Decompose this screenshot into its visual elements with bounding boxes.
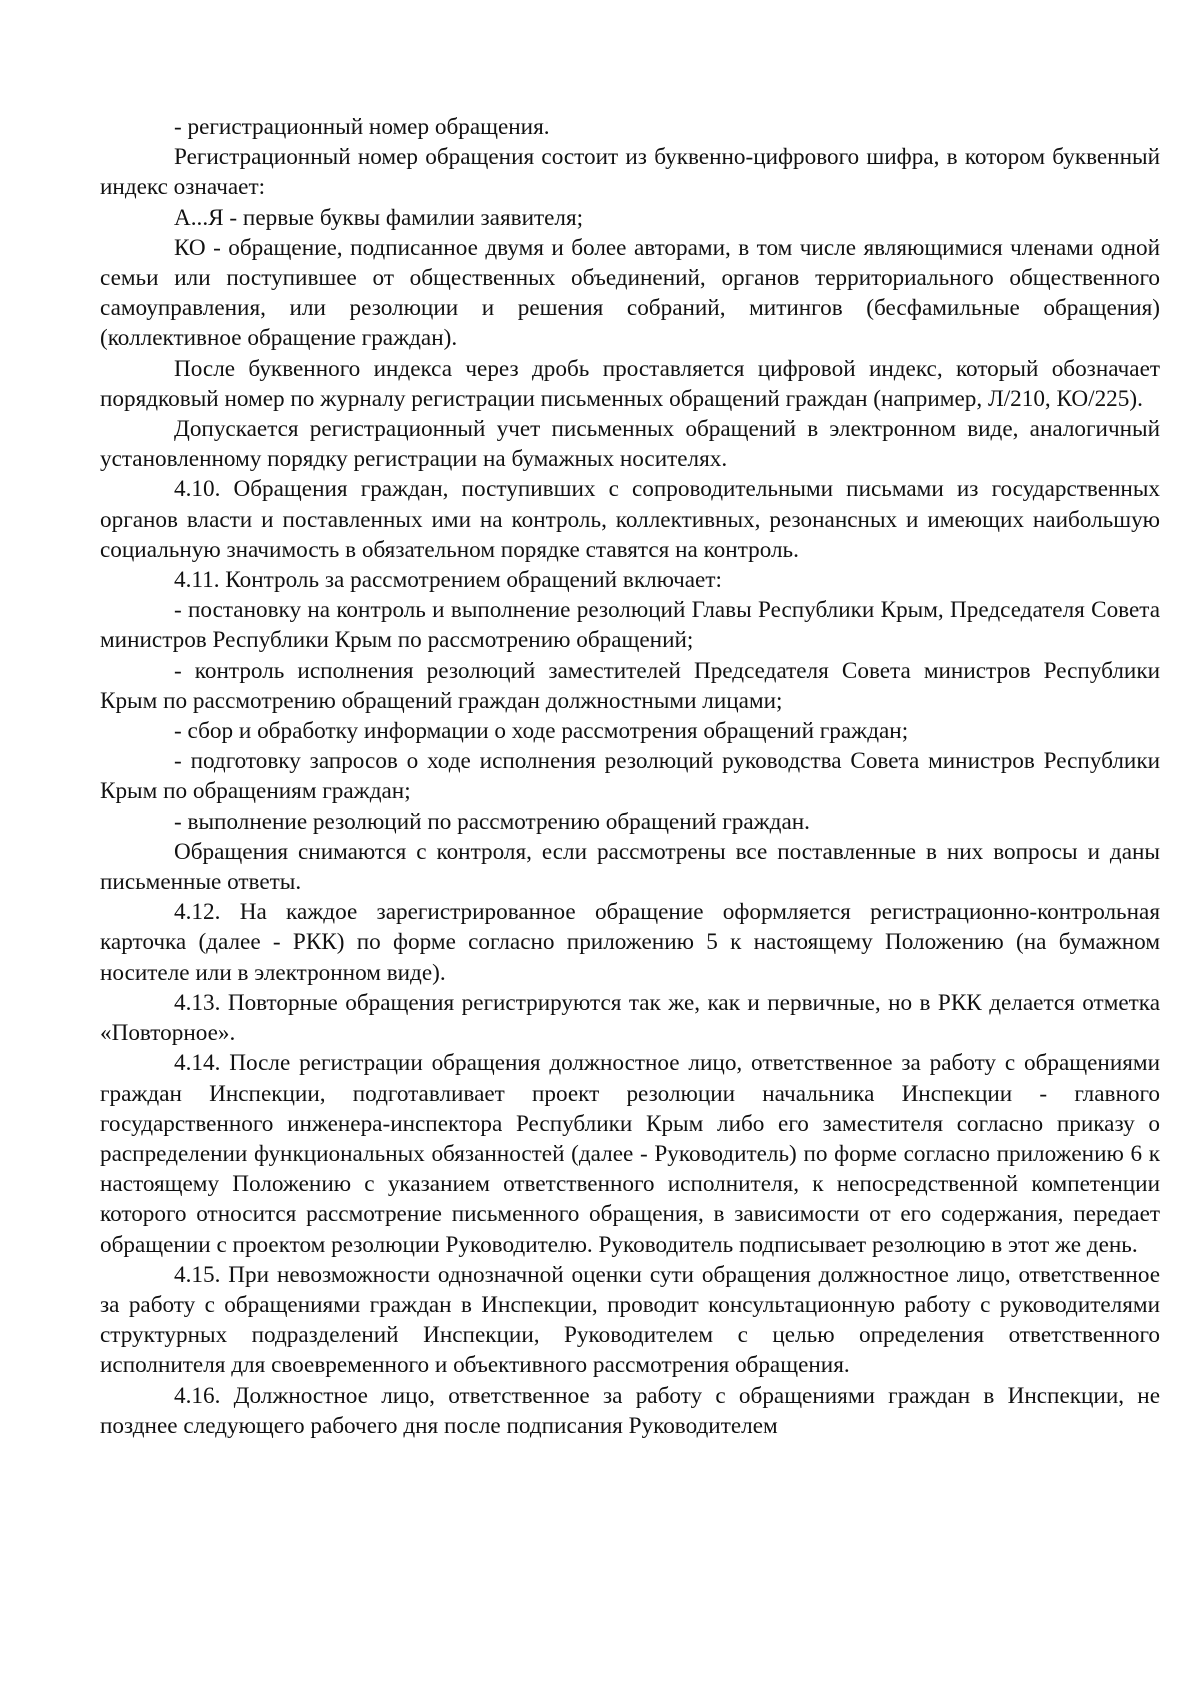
paragraph-removal-from-control: Обращения снимаются с контроля, если рассмотрены все поставленные в них вопросы и даны письменные ответы. — [100, 838, 1160, 896]
document-page — [100, 112, 1160, 1441]
paragraph-4-16: 4.16. Должностное лицо, ответственное за работу с обращениями граждан в Инспекции, не позднее следующего рабочего дня после подписания Руководителем — [100, 1382, 1160, 1439]
paragraph-4-10: 4.10. Обращения граждан, поступивших с сопроводительными письмами из государственных органов власти и поставленных ими на контроль, коллективных, резонансных и имеющих наибольшую социальную значимость в обязательном порядке ставятся на контроль. — [100, 476, 1160, 563]
list-item-control-5: - выполнение резолюций по рассмотрению обращений граждан. — [174, 808, 810, 835]
list-item-control-3: - сбор и обработку информации о ходе рассмотрения обращений граждан; — [174, 718, 909, 745]
list-item-control-1: - постановку на контроль и выполнение резолюций Главы Республики Крым, Председателя Совета министров Республики Крым по рассмотрению обращений; — [100, 597, 1160, 654]
paragraph-electronic-registration: Допускается регистрационный учет письменных обращений в электронном виде, аналогичный установленному порядку регистрации на бумажных носителях. — [100, 416, 1160, 473]
paragraph-collective-index: КО - обращение, подписанное двумя и более авторами, в том числе являющимися членами одной семьи или поступившее от общественных объединений, органов территориального общественного самоуправления, или резолюции и решения собраний, митингов (бесфамильные обращения) (коллективное обращение граждан). — [100, 234, 1160, 352]
paragraph-4-14: 4.14. После регистрации обращения должностное лицо, ответственное за работу с обращениями граждан Инспекции, подготавливает проект резолюции начальника Инспекции - главного государственного инженера-инспектора Республики Крым либо его заместителя согласно приказу о распределении функциональных обязанностей (далее - Руководитель) по форме согласно приложению 6 к настоящему Положению с указанием ответственного исполнителя, к непосредственной компетенции которого относится рассмотрение письменного обращения, в зависимости от его содержания, передает обращении с проектом резолюции Руководителю. Руководитель подписывает резолюцию в этот же день. — [100, 1050, 1160, 1258]
paragraph-reg-number: - регистрационный номер обращения. — [174, 114, 550, 140]
paragraph-letters-index: А...Я - первые буквы фамилии заявителя; — [174, 204, 584, 231]
paragraph-4-12: 4.12. На каждое зарегистрированное обращение оформляется регистрационно-контрольная карточка (далее - РКК) по форме согласно приложению 5 к настоящему Положению (на бумажном носителе или в электронном виде). — [100, 899, 1160, 986]
paragraph-4-13: 4.13. Повторные обращения регистрируются так же, как и первичные, но в РКК делается отметка «Повторное». — [100, 989, 1160, 1047]
paragraph-digital-index: После буквенного индекса через дробь проставляется цифровой индекс, который обозначает порядковый номер по журналу регистрации письменных обращений граждан (например, Л/210, КО/225). — [100, 355, 1160, 412]
list-item-control-2: - контроль исполнения резолюций заместителей Председателя Совета министров Республики Крым по рассмотрению обращений граждан должностными лицами; — [100, 657, 1160, 714]
paragraph-4-15: 4.15. При невозможности однозначной оценки сути обращения должностное лицо, ответственное за работу с обращениями граждан в Инспекции, проводит консультационную работу с руководителями структурных подразделений Инспекции, Руководителем с целью определения ответственного исполнителя для своевременного и объективного рассмотрения обращения. — [100, 1261, 1160, 1379]
paragraph-4-11: 4.11. Контроль за рассмотрением обращений включает: — [174, 567, 722, 594]
paragraph-reg-number-structure: Регистрационный номер обращения состоит из буквенно-цифрового шифра, в котором буквенный индекс означает: — [100, 144, 1160, 201]
list-item-control-4: - подготовку запросов о ходе исполнения резолюций руководства Совета министров Республики Крым по обращениям граждан; — [100, 748, 1160, 805]
